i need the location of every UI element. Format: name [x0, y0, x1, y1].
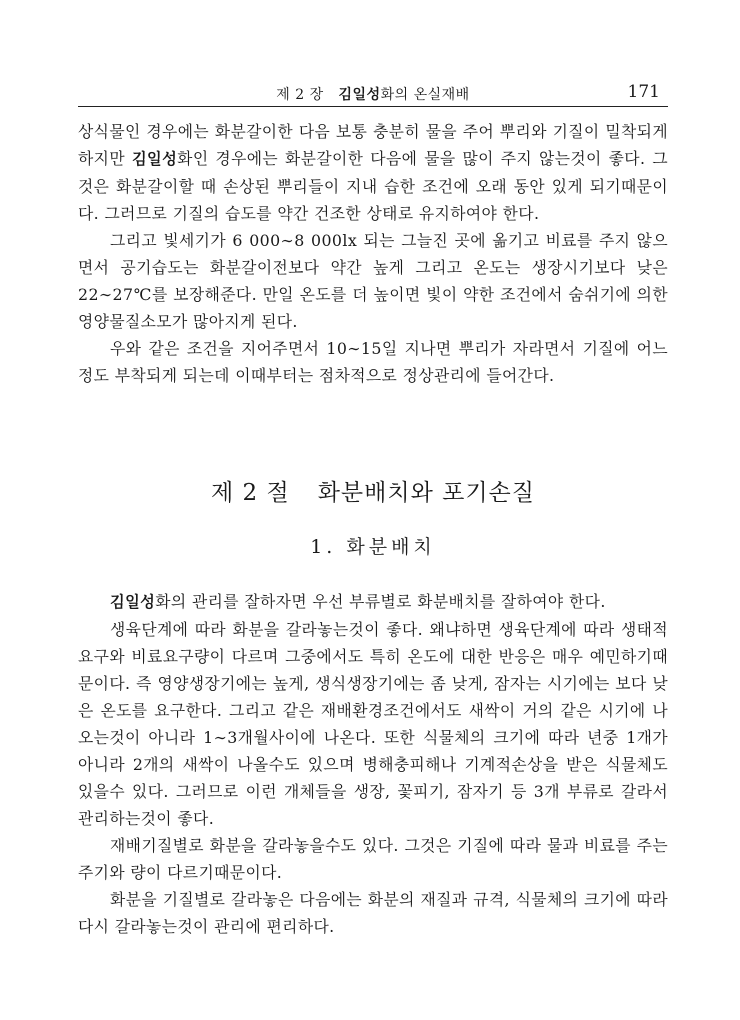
header-title-rest: 화의 온실재배	[380, 87, 470, 103]
header-title	[78, 84, 668, 104]
subsection-title: 1. 화분배치	[310, 536, 436, 558]
body-top	[78, 118, 668, 389]
section-title	[78, 474, 668, 507]
paragraph: 김일성화의 관리를 잘하자면 우선 부류별로 화분배치를 잘하여야 한다.	[110, 592, 606, 611]
bold-name: 김일성	[131, 150, 178, 168]
paragraph: 상식물인 경우에는 화분갈이한 다음 보통 충분히 물을 주어 뿌리와 기질이 밀착되게 하지만 김일성화인 경우에는 화분갈이한 다음에 물을 많이 주지 않는것이 좋다. 그것은 화분갈이할 때 손상된 뿌리들이 지내 습한 조건에 오래 동안 있게 되기때문이다. 그러므로 기질의 습도를 약간 건조한 상태로 유지하여야 한다.	[78, 122, 668, 223]
section-number: 제 2 절	[211, 480, 290, 506]
paragraph: 우와 같은 조건을 지어주면서 10∼15일 지나면 뿌리가 자라면서 기질에 어느 정도 부착되게 되는데 이때부터는 점차적으로 정상관리에 들어간다.	[78, 339, 668, 385]
header-chapter: 제 2 장	[276, 87, 324, 103]
paragraph: 생육단계에 따라 화분을 갈라놓는것이 좋다. 왜냐하면 생육단계에 따라 생태적요구와 비료요구량이 다르며 그중에서도 특히 온도에 대한 반응은 매우 예민하기때문이다. 즉 영양생장기에는 높게, 생식생장기에는 좀 낮게, 잠자는 시기에는 보다 낮은 온도를 요구한다. 그리고 같은 재배환경조건에서도 새싹이 거의 같은 시기에 나오는것이 아니라 1∼3개월사이에 나온다. 또한 식물체의 크기에 따라 년중 1개가 아니라 2개의 새싹이 나올수도 있으며 병해충피해나 기계적손상을 받은 식물체도 있을수 있다. 그러므로 이런 개체들을 생장, 꽃피기, 잠자기 등 3개 부류로 갈라서 관리하는것이 좋다.	[78, 620, 668, 828]
body-bottom	[78, 588, 668, 940]
header-rule	[78, 106, 668, 107]
header-title-bold: 김일성	[338, 87, 381, 103]
running-header	[78, 82, 668, 106]
paragraph: 화분을 기질별로 갈라놓은 다음에는 화분의 재질과 규격, 식물체의 크기에 따라 다시 갈라놓는것이 관리에 편리하다.	[78, 890, 668, 936]
section-name: 화분배치와 포기손질	[317, 480, 535, 506]
paragraph: 그리고 빛세기가 6 000∼8 000lx 되는 그늘진 곳에 옮기고 비료를 주지 않으면서 공기습도는 화분갈이전보다 약간 높게 그리고 온도는 생장시기보다 낮은 22∼27℃를 보장해준다. 만일 온도를 더 높이면 빛이 약한 조건에서 숨쉬기에 의한 영양물질소모가 많아지게 된다.	[78, 231, 668, 331]
paragraph: 재배기질별로 화분을 갈라놓을수도 있다. 그것은 기질에 따라 물과 비료를 주는 주기와 량이 다르기때문이다.	[78, 836, 668, 882]
page-number: 171	[627, 82, 660, 102]
bold-name: 김일성	[110, 593, 156, 611]
